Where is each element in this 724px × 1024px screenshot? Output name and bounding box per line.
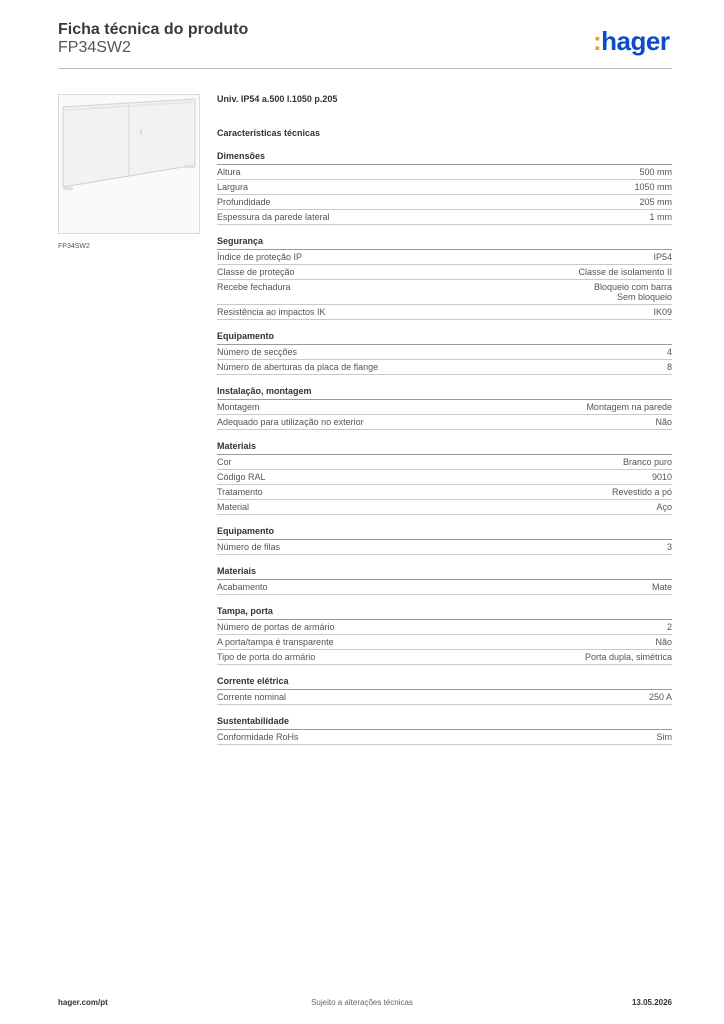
enclosure-illustration xyxy=(59,95,199,233)
spec-value: 250 A xyxy=(648,692,672,702)
spec-row xyxy=(217,345,672,360)
spec-value: Classe de isolamento II xyxy=(578,267,672,277)
spec-value: 2 xyxy=(666,622,672,632)
spec-value: IK09 xyxy=(653,307,672,317)
spec-label: Tratamento xyxy=(217,487,263,497)
spec-value: Porta dupla, simétrica xyxy=(584,652,672,662)
section-heading: Materiais xyxy=(217,566,672,580)
spec-row xyxy=(217,580,672,595)
product-image xyxy=(58,94,200,234)
spec-section xyxy=(217,386,672,430)
spec-value: 8 xyxy=(666,362,672,372)
spec-row xyxy=(217,485,672,500)
spec-label: Montagem xyxy=(217,402,260,412)
footer-date: 13.05.2026 xyxy=(631,998,672,1007)
section-heading: Corrente elétrica xyxy=(217,676,672,690)
spec-label: Número de secções xyxy=(217,347,298,357)
spec-row xyxy=(217,250,672,265)
spec-row xyxy=(217,165,672,180)
spec-row xyxy=(217,400,672,415)
spec-value: 205 mm xyxy=(639,197,672,207)
spec-label: Tipo de porta do armário xyxy=(217,652,316,662)
spec-sections xyxy=(217,151,672,745)
spec-label: Cor xyxy=(217,457,232,467)
product-code: FP34SW2 xyxy=(58,39,131,56)
spec-label: Conformidade RoHs xyxy=(217,732,299,742)
spec-label: Número de aberturas da placa de flange xyxy=(217,362,379,372)
spec-section xyxy=(217,676,672,705)
spec-row xyxy=(217,180,672,195)
spec-label: Adequado para utilização no exterior xyxy=(217,417,364,427)
spec-label: Número de portas de armário xyxy=(217,622,335,632)
spec-row xyxy=(217,360,672,375)
footer-website: hager.com/pt xyxy=(58,998,108,1007)
spec-section xyxy=(217,526,672,555)
spec-row xyxy=(217,635,672,650)
spec-section xyxy=(217,606,672,665)
spec-label: Acabamento xyxy=(217,582,268,592)
spec-label: Resistência ao impactos IK xyxy=(217,307,326,317)
hager-logo xyxy=(593,26,669,57)
spec-label: Classe de proteção xyxy=(217,267,295,277)
section-heading: Materiais xyxy=(217,441,672,455)
section-heading: Equipamento xyxy=(217,331,672,345)
page-title: Ficha técnica do produto xyxy=(58,21,249,38)
spec-title: Características técnicas xyxy=(217,128,321,138)
spec-row xyxy=(217,210,672,225)
section-heading: Instalação, montagem xyxy=(217,386,672,400)
logo-colon-icon: : xyxy=(593,26,602,56)
header-divider xyxy=(58,68,672,69)
spec-label: Corrente nominal xyxy=(217,692,287,702)
spec-value: Sim xyxy=(656,732,672,742)
spec-label: Altura xyxy=(217,167,241,177)
spec-row xyxy=(217,265,672,280)
spec-value: 3 xyxy=(666,542,672,552)
spec-value: Aço xyxy=(656,502,672,512)
spec-value: 500 mm xyxy=(639,167,672,177)
spec-row xyxy=(217,470,672,485)
spec-row xyxy=(217,415,672,430)
spec-label: Profundidade xyxy=(217,197,271,207)
spec-value: 4 xyxy=(666,347,672,357)
spec-section xyxy=(217,566,672,595)
spec-row xyxy=(217,540,672,555)
spec-row xyxy=(217,500,672,515)
section-heading: Tampa, porta xyxy=(217,606,672,620)
logo-text: hager xyxy=(601,26,670,56)
spec-value: Mate xyxy=(651,582,672,592)
spec-section xyxy=(217,441,672,515)
spec-label: Largura xyxy=(217,182,249,192)
spec-section xyxy=(217,716,672,745)
spec-value: Revestido a pó xyxy=(611,487,672,497)
spec-value: Não xyxy=(655,417,672,427)
spec-value: 1 mm xyxy=(649,212,672,222)
spec-row xyxy=(217,620,672,635)
spec-value: Não xyxy=(655,637,672,647)
footer-notice: Sujeito a alterações técnicas xyxy=(311,998,413,1007)
section-heading: Segurança xyxy=(217,236,672,250)
spec-value: Bloqueio com barra Sem bloqueio xyxy=(593,282,672,302)
spec-panel xyxy=(217,94,672,745)
spec-label: Código RAL xyxy=(217,472,266,482)
spec-row xyxy=(217,455,672,470)
section-heading: Equipamento xyxy=(217,526,672,540)
spec-row xyxy=(217,280,672,305)
spec-label: Número de filas xyxy=(217,542,281,552)
spec-value: Montagem na parede xyxy=(586,402,672,412)
spec-value: 9010 xyxy=(651,472,672,482)
spec-label: Recebe fechadura xyxy=(217,282,291,292)
spec-section xyxy=(217,236,672,320)
spec-row xyxy=(217,730,672,745)
section-heading: Dimensões xyxy=(217,151,672,165)
spec-row xyxy=(217,650,672,665)
spec-label: Índice de proteção IP xyxy=(217,252,303,262)
spec-row xyxy=(217,195,672,210)
spec-section xyxy=(217,151,672,225)
product-reference: Univ. IP54 a.500 l.1050 p.205 xyxy=(217,94,338,104)
spec-section xyxy=(217,331,672,375)
spec-label: A porta/tampa é transparente xyxy=(217,637,334,647)
spec-label: Material xyxy=(217,502,250,512)
spec-row xyxy=(217,305,672,320)
spec-row xyxy=(217,690,672,705)
spec-value: IP54 xyxy=(653,252,672,262)
image-caption: FP34SW2 xyxy=(58,243,90,250)
section-heading: Sustentabilidade xyxy=(217,716,672,730)
spec-value: 1050 mm xyxy=(634,182,672,192)
spec-label: Espessura da parede lateral xyxy=(217,212,330,222)
spec-value: Branco puro xyxy=(622,457,672,467)
